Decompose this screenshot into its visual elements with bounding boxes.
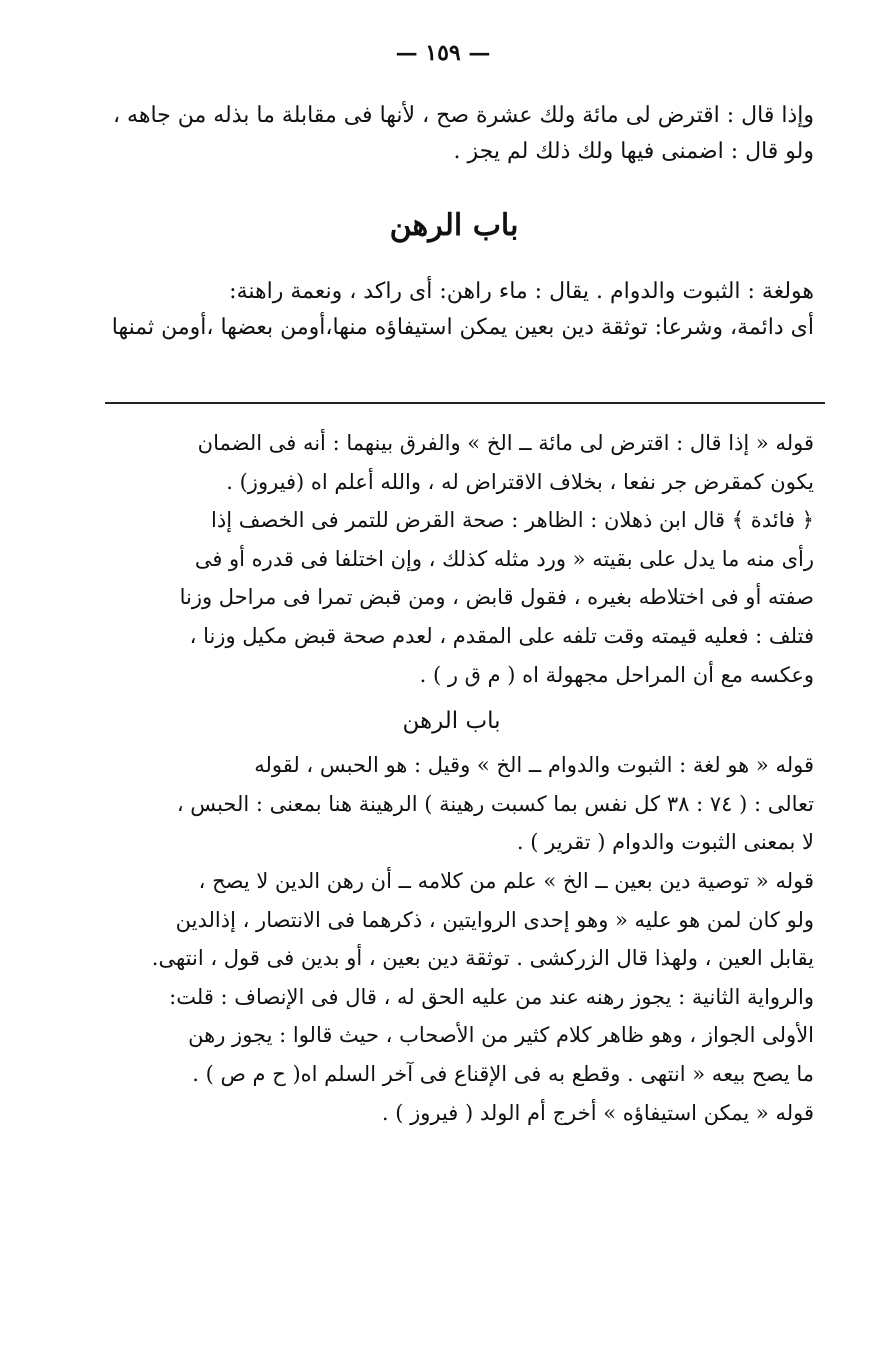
commentary-line: تعالى : ( ٧٤ : ٣٨ كل نفس بما كسبت رهينة ) الرهينة هنا بمعنى : الحبس ، <box>176 791 814 816</box>
commentary-section <box>89 424 814 1132</box>
commentary-line: صفته أو فى اختلاطه بغيره ، فقول قابض ، ومن قبض تمرا فى مراحل وزنا <box>179 585 814 610</box>
commentary-line: ولو كان لمن هو عليه « وهو إحدى الروايتين ، ذكرهما فى الانتصار ، إذالدين <box>175 907 814 932</box>
page-number: — ١٥٩ — <box>395 40 491 66</box>
chapter-heading: باب الرهن <box>389 208 519 243</box>
commentary-line: يكون كمقرض جر نفعا ، بخلاف الاقتراض له ، والله أعلم اه (فيروز) . <box>226 469 814 494</box>
commentary-line: يقابل العين ، ولهذا قال الزركشى . توثقة دين بعين ، أو بدين فى قول ، انتهى. <box>151 946 814 971</box>
commentary-line: قوله « هو لغة : الثبوت والدوام ــ الخ » وقيل : هو الحبس ، لقوله <box>254 753 814 778</box>
main-line: أى دائمة، وشرعا: توثقة دين بعين يمكن استيفاؤه منها،أومن بعضها ،أومن ثمنها <box>111 315 814 340</box>
commentary-line: ﴿ فائدة ﴾ قال ابن ذهلان : الظاهر : صحة القرض للتمر فى الخصف إذا <box>211 508 814 533</box>
commentary-line: رأى منه ما يدل على بقيته « ورد مثله كذلك ، وإن اختلفا فى قدره أو فى <box>194 546 814 571</box>
commentary-line: قوله « توصية دين بعين ــ الخ » علم من كلامه ــ أن رهن الدين لا يصح ، <box>198 868 814 893</box>
commentary-sub-heading: باب الرهن <box>402 708 501 735</box>
commentary-line: فتلف : فعليه قيمته وقت تلفه على المقدم ، لعدم صحة قبض مكيل وزنا ، <box>189 623 814 648</box>
commentary-line: وعكسه مع أن المراحل مجهولة اه ( م ق ر ) . <box>419 662 814 687</box>
main-line: ولو قال : اضمنى فيها ولك ذلك لم يجز . <box>453 139 814 164</box>
commentary-line: الأولى الجواز ، وهو ظاهر كلام كثير من الأصحاب ، حيث قالوا : يجوز رهن <box>188 1023 814 1048</box>
commentary-line: قوله « يمكن استيفاؤه » أخرج أم الولد ( فيروز ) . <box>381 1100 814 1125</box>
main-line: وإذا قال : اقترض لى مائة ولك عشرة صح ، لأنها فى مقابلة ما بذله من جاهه ، <box>112 103 814 128</box>
commentary-line: والرواية الثانية : يجوز رهنه عند من عليه الحق له ، قال فى الإنصاف : قلت: <box>169 984 814 1009</box>
commentary-line: لا بمعنى الثبوت والدوام ( تقرير ) . <box>516 830 814 855</box>
main-text <box>94 98 814 346</box>
commentary-line: قوله « إذا قال : اقترض لى مائة ــ الخ » والفرق بينهما : أنه فى الضمان <box>197 431 814 455</box>
main-line: هولغة : الثبوت والدوام . يقال : ماء راهن: أى راكد ، ونعمة راهنة: <box>229 279 814 304</box>
footnote-divider <box>105 402 825 404</box>
commentary-line: ما يصح بيعه « انتهى . وقطع به فى الإقناع فى آخر السلم اه( ح م ص ) . <box>192 1061 814 1086</box>
